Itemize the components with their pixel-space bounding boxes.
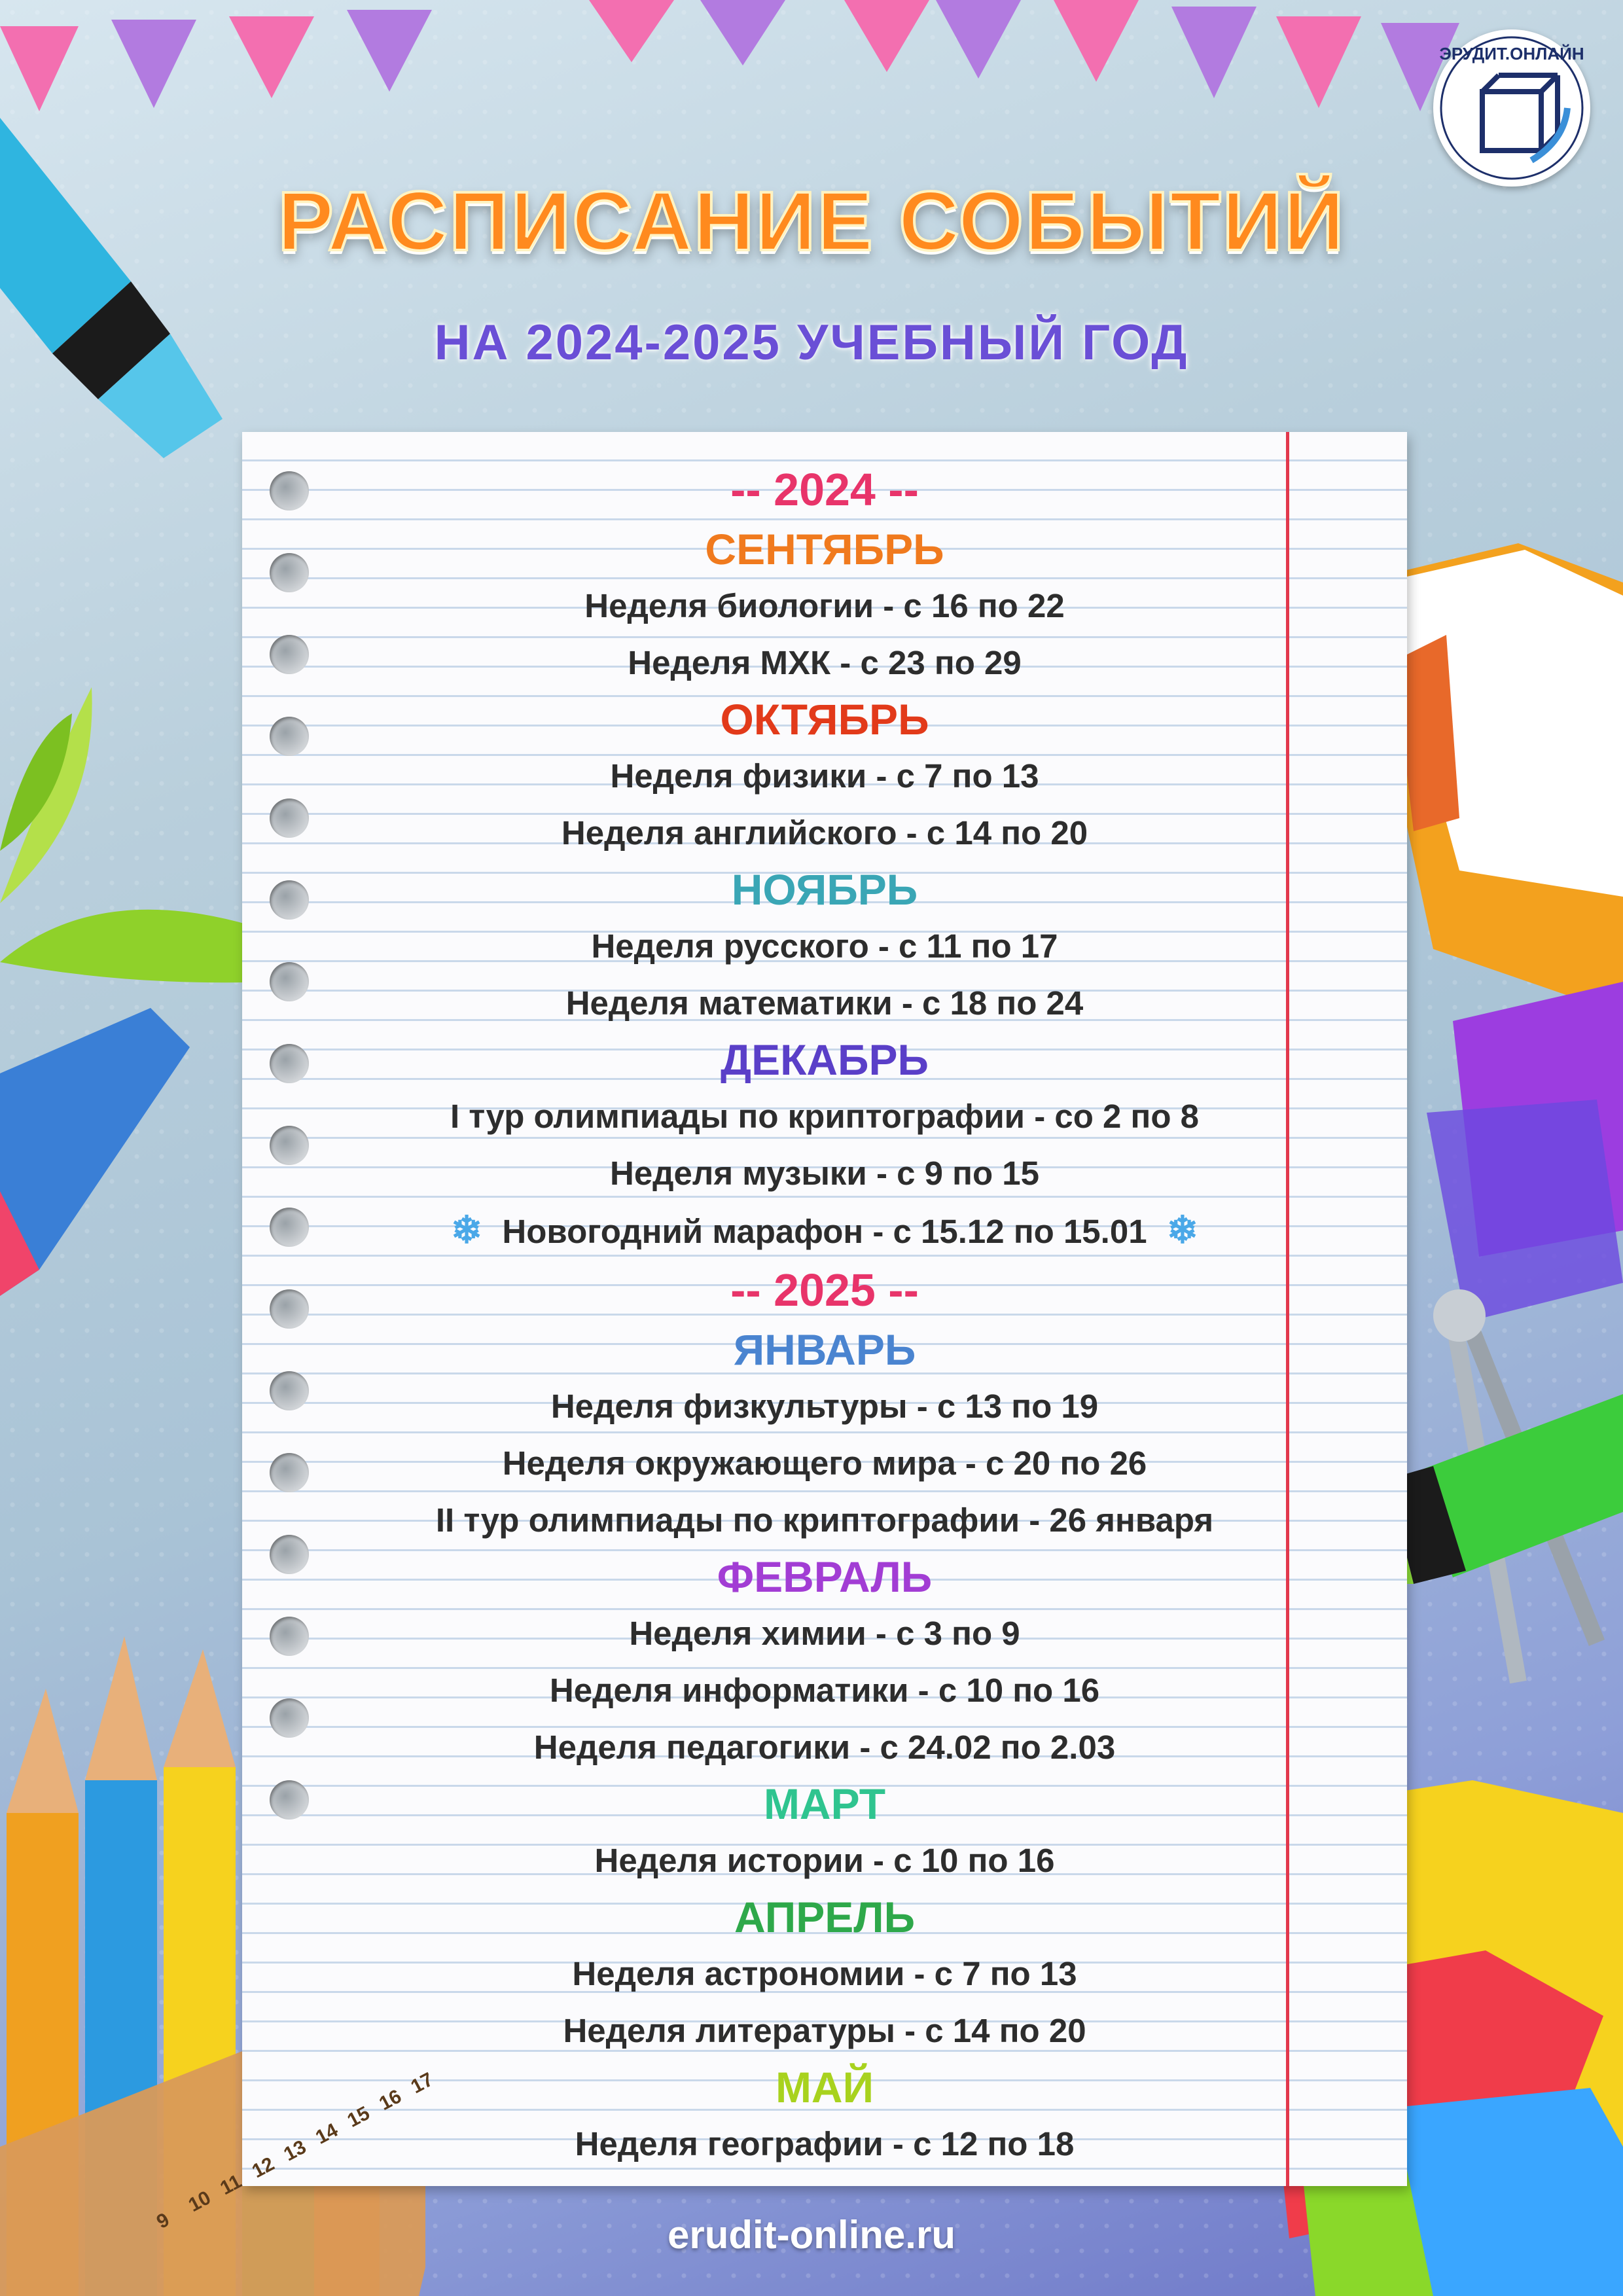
event-item: I тур олимпиады по криптографии - со 2 по 8 xyxy=(450,1098,1200,1135)
ruler-decoration xyxy=(98,1996,465,2245)
page-subtitle: НА 2024-2025 УЧЕБНЫЙ ГОД xyxy=(434,315,1189,370)
month-may: МАЙ xyxy=(775,2063,874,2111)
event-item: Неделя географии - с 12 по 18 xyxy=(575,2125,1075,2162)
event-item: Неделя русского - с 11 по 17 xyxy=(591,927,1058,965)
ruler-tick-label: 12 xyxy=(248,2153,278,2183)
event-item: Неделя математики - с 18 по 24 xyxy=(565,984,1084,1022)
bunting-decoration xyxy=(0,0,1623,144)
event-item: Неделя литературы - с 14 по 20 xyxy=(563,2012,1086,2049)
footer-site-link[interactable]: erudit-online.ru xyxy=(668,2213,955,2257)
event-item: II тур олимпиады по криптографии - 26 января xyxy=(435,1501,1214,1539)
year-heading-2025: -- 2025 -- xyxy=(730,1265,919,1316)
ruler-tick-label: 15 xyxy=(344,2102,374,2132)
ruler-tick-label: 16 xyxy=(375,2085,405,2115)
event-item: Неделя астрономии - с 7 по 13 xyxy=(572,1955,1077,1992)
schedule-list xyxy=(242,458,1407,2172)
event-item: Неделя окружающего мира - с 20 по 26 xyxy=(502,1444,1147,1482)
month-march: МАРТ xyxy=(763,1780,886,1828)
event-item: Неделя музыки - с 9 по 15 xyxy=(609,1155,1040,1192)
logo-text: ЭРУДИТ.ОНЛАЙН xyxy=(1439,44,1584,63)
event-item: Неделя биологии - с 16 по 22 xyxy=(584,587,1065,624)
event-text: Новогодний марафон - с 15.12 по 15.01 xyxy=(502,1213,1147,1250)
event-item: Неделя педагогики - с 24.02 по 2.03 xyxy=(533,1729,1116,1766)
snowflake-icon: ❄ xyxy=(450,1209,483,1251)
year-heading-2024: -- 2024 -- xyxy=(730,464,919,515)
event-item: Неделя информатики - с 10 по 16 xyxy=(549,1672,1100,1709)
compass-decoration xyxy=(1374,1276,1623,1865)
ruler-tick-label: 11 xyxy=(217,2170,245,2200)
ruler-tick-label: 10 xyxy=(185,2187,215,2217)
erudit-logo[interactable] xyxy=(1433,29,1590,187)
month-november: НОЯБРЬ xyxy=(731,865,918,914)
month-december: ДЕКАБРЬ xyxy=(721,1035,929,1084)
page-title: РАСПИСАНИЕ СОБЫТИЙ xyxy=(277,175,1346,268)
ruler-tick-label: 17 xyxy=(407,2068,437,2098)
event-item: Неделя МХК - с 23 по 29 xyxy=(628,644,1022,681)
ruler-tick-label: 9 xyxy=(153,2208,173,2233)
month-october: ОКТЯБРЬ xyxy=(720,695,929,744)
event-item-new-year xyxy=(242,1202,1407,1259)
event-item: Неделя физики - с 7 по 13 xyxy=(610,757,1039,795)
event-item: Неделя английского - с 14 по 20 xyxy=(561,814,1088,852)
month-april: АПРЕЛЬ xyxy=(734,1893,916,1941)
event-item: Неделя истории - с 10 по 16 xyxy=(594,1842,1055,1879)
eraser-decoration xyxy=(0,995,196,1335)
ruler-tick-label: 13 xyxy=(280,2136,310,2166)
event-item: Неделя химии - с 3 по 9 xyxy=(629,1615,1020,1652)
notebook-sheet xyxy=(242,432,1407,2186)
event-item: Неделя физкультуры - с 13 по 19 xyxy=(550,1388,1099,1425)
ruler-tick-label: 14 xyxy=(312,2119,342,2149)
month-february: ФЕВРАЛЬ xyxy=(717,1552,933,1601)
month-september: СЕНТЯБРЬ xyxy=(705,525,944,573)
snowflake-icon: ❄ xyxy=(1166,1209,1199,1251)
month-january: ЯНВАРЬ xyxy=(733,1325,916,1374)
